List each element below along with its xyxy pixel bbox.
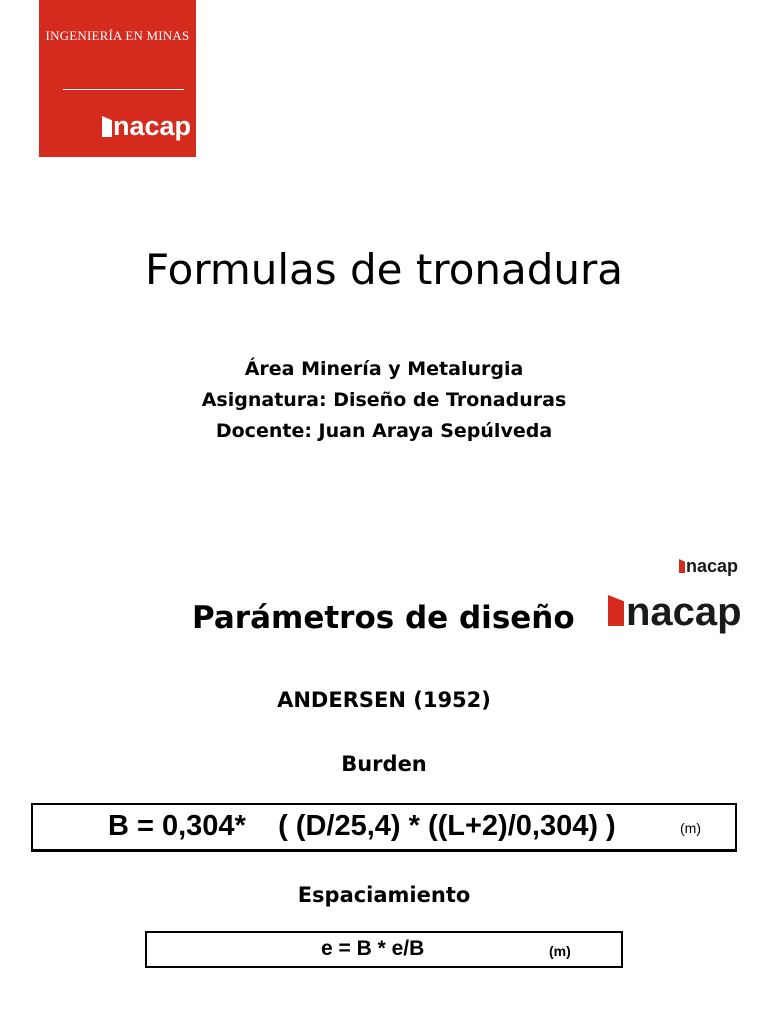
espaciamiento-label: Espaciamiento — [297, 883, 471, 907]
espaciamiento-unit: (m) — [549, 943, 571, 959]
burden-formula: B = 0,304* ( (D/25,4) * ((L+2)/0,304) ) — [108, 810, 616, 842]
subtitle-course: Asignatura: Diseño de Tronaduras — [201, 389, 567, 411]
program-name: INGENIERÍA EN MINAS — [45, 28, 190, 43]
inacap-logo-small — [679, 557, 738, 575]
logo-wordmark: nacap — [626, 590, 742, 634]
subtitle-area: Área Minería y Metalurgia — [244, 358, 524, 380]
espaciamiento-formula-box — [145, 931, 623, 968]
logo-wordmark: nacap — [113, 111, 192, 141]
inacap-mark-icon — [679, 559, 685, 573]
logo-wordmark: nacap — [686, 556, 739, 576]
burden-label: Burden — [341, 752, 427, 776]
burden-formula-box — [31, 803, 737, 852]
page-title: Formulas de tronadura — [144, 245, 624, 294]
badge-divider — [63, 89, 184, 90]
inacap-logo-large — [608, 592, 742, 632]
burden-unit: (m) — [680, 820, 701, 836]
method-label: ANDERSEN (1952) — [277, 688, 491, 712]
subtitle-teacher: Docente: Juan Araya Sepúlveda — [215, 420, 553, 442]
section-heading: Parámetros de diseño — [192, 600, 575, 636]
inacap-mark-icon — [102, 116, 112, 137]
cover-badge — [39, 0, 196, 157]
inacap-mark-icon — [608, 595, 624, 626]
espaciamiento-formula: e = B * e/B — [321, 937, 425, 960]
inacap-logo-white — [102, 113, 191, 140]
